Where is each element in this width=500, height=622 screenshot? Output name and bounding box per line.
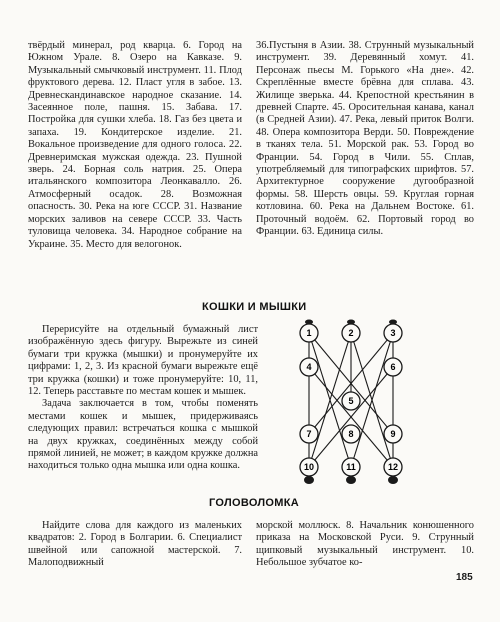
circle-label: 12: [387, 462, 399, 473]
clues-text-left: твёрдый минерал, род кварца. 6. Город на Южном Урале. 8. Озеро на Кавказе. 9. Музыкальный смычковый инструмент. 11. Плод фруктового дерева. 12. Пласт угля в забое. 13. Древнескандинавское народное сказание. 14. Засеянное поле, пашня. 15. Забава. 17. Постройка для сушки хлеба. 18. Газ без цвета и запаха. 19. Кондитерское изделие. 21. Вокальное произведение для одного голоса. 22. Древнеримская мужская одежда. 23. Пушной зверь. 24. Борная соль натрия. 25. Опера итальянского композитора Леонкавалло. 26. Атмосферный осадок. 28. Возможная опасность. 30. Река на юге СССР. 31. Название морских заливов на севере СССР. 33. Часть туловища человека. 34. Народное собрание на Украине. 35. Место для велогонок.: [28, 40, 242, 250]
cats-and-mice-heading: КОШКИ И МЫШКИ: [202, 301, 307, 313]
circle-label: 7: [306, 429, 312, 440]
circle-12: [384, 458, 402, 476]
circle-2: [342, 324, 360, 342]
circle-3: [384, 324, 402, 342]
circle-6: [384, 358, 402, 376]
circle-4: [300, 358, 318, 376]
cat-icon: [304, 476, 398, 484]
circle-label: 10: [303, 462, 315, 473]
circle-label: 4: [306, 362, 312, 373]
cats-and-mice-figure: [282, 317, 420, 487]
crossword-clues-column-left: [28, 40, 242, 251]
clues-text-right: 36.Пустыня в Азии. 38. Струнный музыкальный инструмент. 39. Деревянный хомут. 41. Персонаж пьесы М. Горького «На дне». 42. Скреплённые вместе брёвна для сплава. 43. Жилище зверька. 44. Крепостной крестьянин в древней Спарте. 45. Оросительная канава, канал (в Средней Азии). 47. Река, левый приток Волги. 48. Опера композитора Верди. 50. Повреждение в тканях тела. 51. Морской рак. 53. Город во Франции. 54. Город в Чили. 55. Сплав, употребляемый для типографских шрифтов. 57. Архитектурное сооружение дугообразной формы. 58. Шерсть овцы. 59. Круглая горная котловина. 60. Река на Дальнем Востоке. 61. Проточный водоём. 62. Портовый город во Франции. 63. Единица силы.: [256, 40, 474, 238]
circle-label: 9: [390, 429, 396, 440]
circle-1: [300, 324, 318, 342]
crossword-clues-column-right: [256, 40, 474, 239]
puzzle-text-right: [256, 520, 474, 570]
puzzle-heading: ГОЛОВОЛОМКА: [209, 497, 299, 509]
circle-9: [384, 425, 402, 443]
circle-8: [342, 425, 360, 443]
puzzle-text-left: [28, 520, 242, 570]
circle-label: 11: [346, 462, 356, 473]
circle-label: 3: [390, 328, 396, 339]
circle-label: 2: [348, 328, 354, 339]
cats-paragraph-1: Перерисуйте на отдельный бумажный лист изображённую здесь фигуру. Вырежьте из синей бумаги три кружка (мышки) и пронумеруйте их цифрами: 1, 2, 3. Из красной бумаги вырежьте ещё три кружка (кошки) и тоже пронумеруйте: 10, 11, 12. Теперь расставьте по местам кошек и мышек.: [28, 324, 258, 398]
circle-5: [342, 392, 360, 410]
puzzle-text-left-body: Найдите слова для каждого из маленьких квадратов: 2. Город в Болгарии. 6. Специалист швейной или сапожной мастерской. 7. Малоподвижный: [28, 520, 242, 569]
circle-label: 1: [306, 328, 312, 339]
page-number: 185: [456, 572, 473, 583]
circle-label: 5: [348, 396, 354, 407]
cats-paragraph-2: Задача заключается в том, чтобы поменять местами кошек и мышек, придерживаясь следующих правил: встречаться кошка с мышкой на двух кружках, соединённых между собой прямой линией, не может; в каждом кружке должна находиться только одна мышка или одна кошка.: [28, 398, 258, 472]
puzzle-text-right-body: морской моллюск. 8. Начальник конюшенного приказа на Московской Руси. 9. Струнный щипковый музыкальный инструмент. 10. Небольшое зубчатое ко-: [256, 520, 474, 569]
circle-label: 8: [348, 429, 354, 440]
circle-10: [300, 458, 318, 476]
circle-7: [300, 425, 318, 443]
circle-11: [342, 458, 360, 476]
cats-and-mice-text: [28, 324, 258, 473]
circle-label: 6: [390, 362, 396, 373]
